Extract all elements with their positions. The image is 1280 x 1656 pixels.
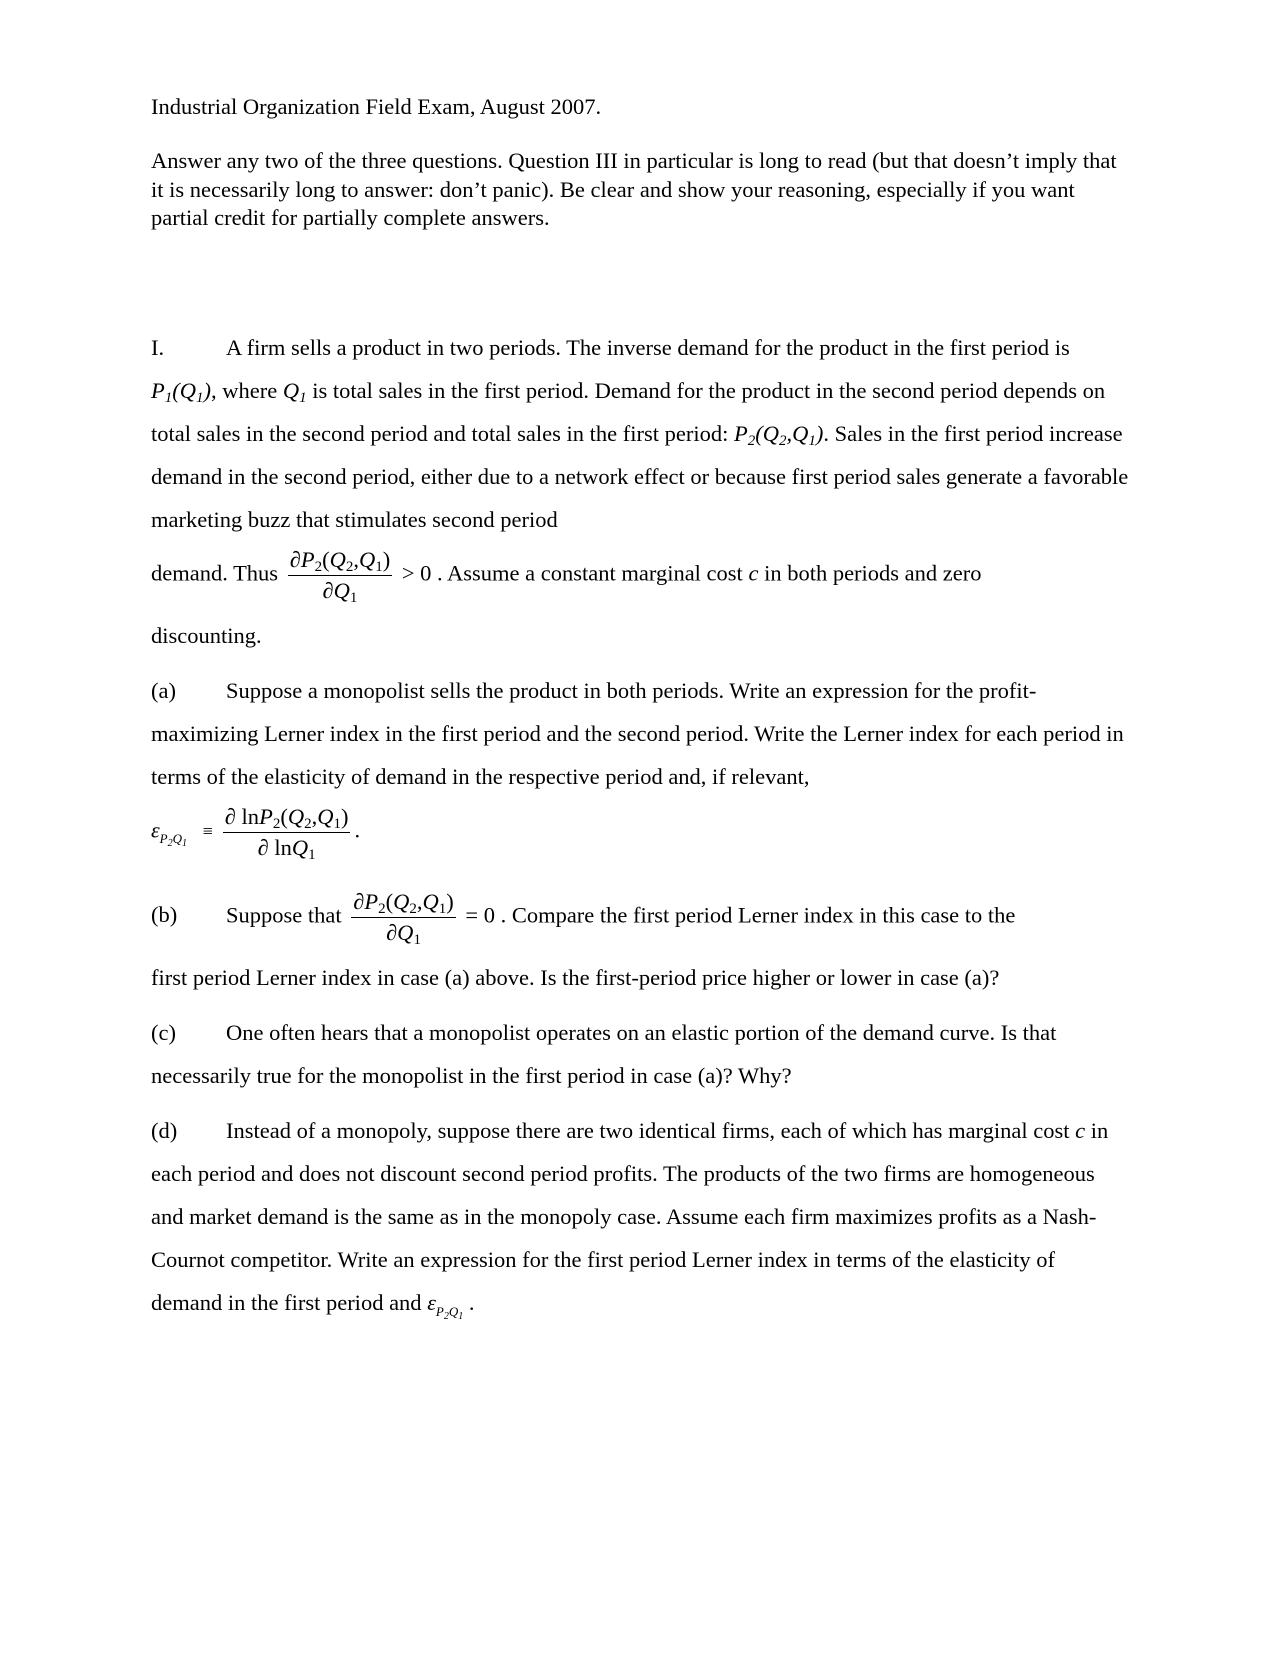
part-d: (d) Instead of a monopoly, suppose there are two identical firms, each of which has marginal cost c in each period and does not discount second period profits. The products of the two firms are homogeneous and market demand is the same as in the monopoly case. Assume each firm maximizes profits as a Nash-Cournot competitor. Write an expression for the first period Lerner index in terms of the elasticity of demand in the first period and $\varepsilon_{P_2Q_1}$ . [151,1109,1131,1324]
exam-page [151,92,1131,1324]
math-q1: $Q_1$ [282,377,307,406]
equiv-sign: ≡ [202,821,213,842]
exam-instructions: Answer any two of the three questions. Question III in particular is long to read (but that doesn’t imply that it is necessarily long to answer: don’t panic). Be clear and show your reasoning, especially if you want partial credit for partially complete answers. [151,148,1117,230]
epsilon-symbol-d: ε [427,1289,436,1315]
question-1-intro: I. A firm sells a product in two periods. The inverse demand for the product in the first period is $P_1(Q_1)$, where $Q_1$ is total sales in the first period. Demand for the product in the second period depends on total sales in the second period and total sales in the first period: $P_2(Q_2,Q_1)$. Sales in the first period increase demand in the second period, either due to a network effect or because first period sales generate a favorable marketing buzz that stimulates second period [151,326,1131,541]
demand-derivative-line: demand. Thus $\frac{\partial P_2(Q_2,Q_1)}{\partial Q_1}$ > 0 . Assume a constant marginal cost c in both periods and zero [151,546,982,606]
question-number: I. [151,334,165,360]
math-p2-q2-q1: $P_2(Q_2,Q_1)$ [733,420,824,449]
elasticity-definition: $\varepsilon_{P_2Q_1}$ ≡ $\frac{\partial \ln P_2(Q_2,Q_1)}{\partial \ln Q_1}$ . [151,803,361,863]
part-b-line-1: (b) Suppose that $\frac{\partial P_2(Q_2,Q_1)}{\partial Q_1}$ = 0 . Compare the first period Lerner index in this case to the [151,888,1016,948]
epsilon-symbol: ε [151,817,160,843]
part-d-label: (d) [151,1117,178,1143]
part-c-label: (c) [151,1019,176,1045]
discounting-line: discounting. [151,622,262,648]
derivative-fraction-b: $\frac{\partial P_2(Q_2,Q_1)}{\partial Q_1}$ [353,888,454,948]
derivative-fraction: $\frac{\partial P_2(Q_2,Q_1)}{\partial Q_1}$ [289,546,391,606]
part-b-line-2: first period Lerner index in case (a) above. Is the first-period price higher or lower in case (a)? [151,964,1000,990]
question-1 [151,326,1131,1324]
part-a-label: (a) [151,677,176,703]
exam-title: Industrial Organization Field Exam, August 2007. [151,94,602,119]
part-b-label: (b) [151,902,178,928]
part-c: (c) One often hears that a monopolist operates on an elastic portion of the demand curve. Is that necessarily true for the monopolist in the first period in case (a)? Why? [151,1011,1131,1097]
log-derivative-fraction: $\frac{\partial \ln P_2(Q_2,Q_1)}{\partial \ln Q_1}$ [224,803,349,863]
math-p1-q1: $P_1(Q_1)$ [151,377,211,406]
part-a: (a) Suppose a monopolist sells the product in both periods. Write an expression for the profit-maximizing Lerner index in the first period and the second period. Write the Lerner index for each period in terms of the elasticity of demand in the respective period and, if relevant, [151,669,1131,798]
